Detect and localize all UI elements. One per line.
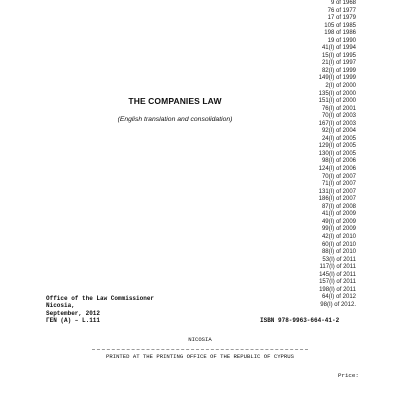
divider-rule: [92, 349, 308, 350]
law-title: THE COMPANIES LAW: [128, 96, 222, 106]
amendment-item: 135(I) of 2000: [318, 90, 356, 97]
printer-line: PRINTED AT THE PRINTING OFFICE OF THE REPUBLIC OF CYPRUS: [106, 353, 294, 360]
amendment-item: 82(I) of 1999: [321, 67, 356, 74]
amendment-list: [319, 0, 356, 309]
office-city: Nicosia,: [46, 302, 75, 310]
amendment-item: 198(I) of 2011: [319, 286, 356, 293]
amendment-item: 105 of 1985: [324, 22, 356, 29]
office-name: Office of the Law Commissioner: [46, 295, 155, 302]
amendment-item: 24(I) of 2005: [321, 135, 356, 142]
amendment-item: 88(I) of 2010: [321, 249, 356, 256]
amendment-item: 151(I) of 2000: [318, 98, 356, 105]
isbn-number: ISBN 978-9963-664-41-2: [260, 317, 340, 324]
amendment-item: 87(I) of 2008: [321, 203, 356, 210]
amendment-item: 21(I) of 1997: [321, 60, 356, 67]
amendment-item: 76 of 1977: [327, 7, 356, 14]
amendment-item: 64(I) of 2012: [321, 294, 356, 301]
office-block: [46, 295, 154, 324]
amendment-item: 157(I) of 2011: [319, 279, 356, 286]
amendment-item: 17 of 1979: [327, 15, 356, 22]
amendment-item: 71(I) of 2007: [321, 181, 356, 188]
amendment-item: 53(I) of 2011: [322, 256, 356, 263]
amendment-item: 92(I) of 2004: [321, 128, 356, 135]
amendment-item: 131(I) of 2007: [318, 188, 356, 195]
amendment-item: 76(I) of 2001: [321, 105, 356, 112]
amendment-item: 2(I) of 2000: [325, 83, 356, 90]
amendment-item: 49(I) of 2009: [321, 218, 356, 225]
amendment-item: 117(I) of 2011: [319, 264, 356, 271]
office-reference: ΓΕΝ (Α) – L.111: [46, 316, 101, 324]
amendment-item: 60(I) of 2010: [321, 241, 356, 248]
amendment-item: 98(I) of 2006: [321, 158, 356, 165]
amendment-item: 41(I) of 1994: [321, 45, 356, 52]
amendment-item: 186(I) of 2007: [318, 196, 356, 203]
amendment-item: 70(I) of 2007: [321, 173, 356, 180]
amendment-item: 70(I) of 2003: [321, 113, 356, 120]
amendment-item: 145(I) of 2011: [319, 271, 356, 278]
amendment-item: 15(I) of 1995: [321, 52, 356, 59]
amendment-item: 99(I) of 2009: [321, 226, 356, 233]
amendment-item: 9 of 1968: [330, 0, 356, 6]
amendment-item: 19 of 1990: [327, 37, 356, 44]
amendment-item: 124(I) of 2006: [318, 166, 356, 173]
amendment-item: 167(I) of 2003: [318, 120, 356, 127]
amendment-item: 129(I) of 2005: [318, 143, 356, 150]
amendment-item: 98(I) of 2012.: [320, 301, 356, 308]
publication-city: NICOSIA: [188, 336, 212, 343]
price-label: Price:: [338, 372, 359, 379]
amendment-item: 198 of 1986: [324, 30, 356, 37]
law-subtitle: (English translation and consolidation): [117, 116, 233, 123]
amendment-item: 41(I) of 2009: [321, 211, 356, 218]
amendment-item: 130(I) of 2005: [318, 150, 356, 157]
amendment-item: 149(I) of 1999: [318, 75, 356, 82]
office-date: September, 2012: [46, 309, 101, 317]
amendment-item: 42(I) of 2010: [321, 233, 356, 240]
